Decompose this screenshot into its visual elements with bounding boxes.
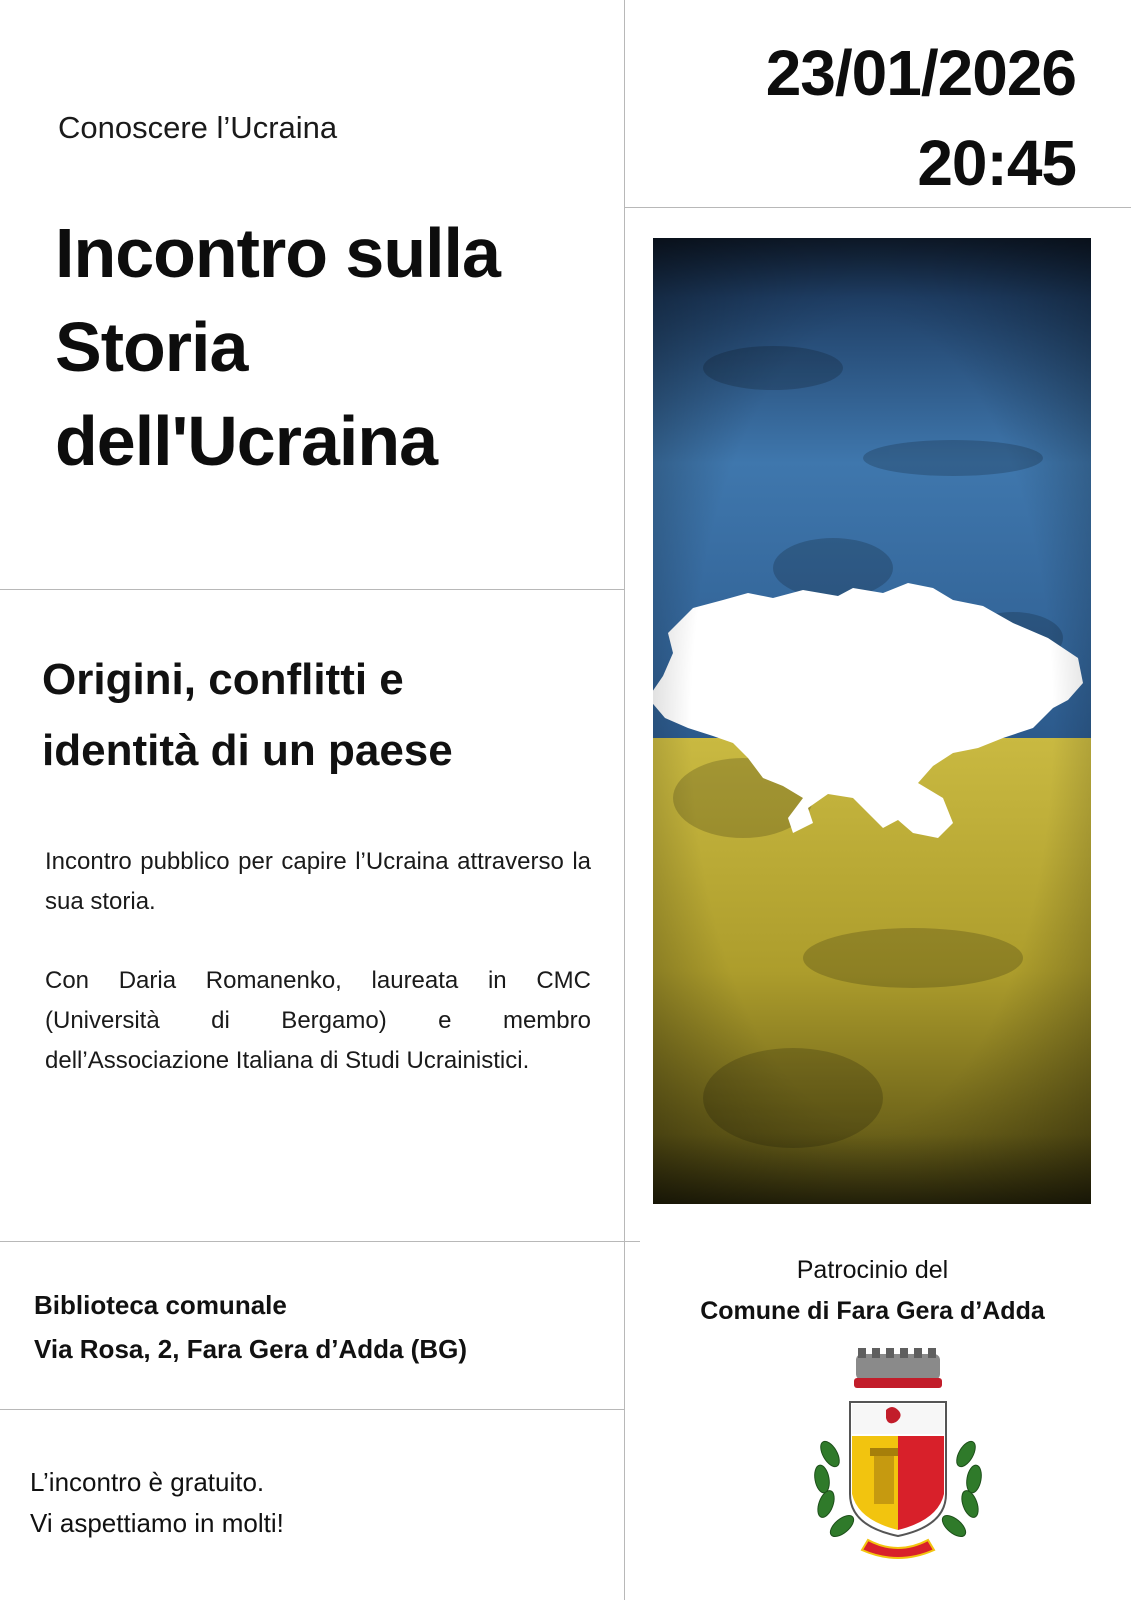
title-line-1: Incontro sulla (55, 214, 500, 292)
event-subtitle (42, 644, 622, 786)
divider-vertical (624, 0, 625, 1600)
venue-block (34, 1283, 467, 1371)
divider-title (0, 589, 624, 590)
title-line-3: dell'Ucraina (55, 402, 438, 480)
event-title (55, 206, 615, 488)
crest-shield (850, 1402, 946, 1536)
subtitle-line-1: Origini, conflitti e (42, 655, 404, 704)
crest-crown (854, 1348, 942, 1388)
series-kicker: Conoscere l’Ucraina (58, 110, 338, 145)
ukraine-flag-map-image (653, 238, 1091, 1204)
event-time: 20:45 (917, 127, 1076, 199)
municipal-coat-of-arms (808, 1344, 988, 1564)
event-date: 23/01/2026 (765, 37, 1076, 109)
crest-ribbon (862, 1540, 934, 1558)
speaker-paragraph: Con Daria Romanenko, laureata in CMC (Università di Bergamo) e membro dell’Associazione Italiana di Studi Ucrainistici. (45, 967, 591, 1074)
admission-line-2: Vi aspettiamo in molti! (30, 1508, 284, 1538)
divider-venue (0, 1409, 624, 1410)
admission-note (30, 1462, 284, 1544)
description-paragraph: Incontro pubblico per capire l’Ucraina attraverso la sua storia. (45, 848, 591, 915)
event-datetime (766, 28, 1076, 208)
admission-line-1: L’incontro è gratuito. (30, 1467, 265, 1497)
divider-bottom-section (0, 1241, 640, 1242)
venue-name: Biblioteca comunale (34, 1290, 287, 1320)
title-line-2: Storia (55, 308, 248, 386)
patronage-label: Patrocinio del (796, 1256, 949, 1284)
subtitle-line-2: identità di un paese (42, 726, 453, 775)
patronage-name: Comune di Fara Gera d’Adda (700, 1297, 1045, 1325)
venue-address: Via Rosa, 2, Fara Gera d’Adda (BG) (34, 1334, 467, 1364)
